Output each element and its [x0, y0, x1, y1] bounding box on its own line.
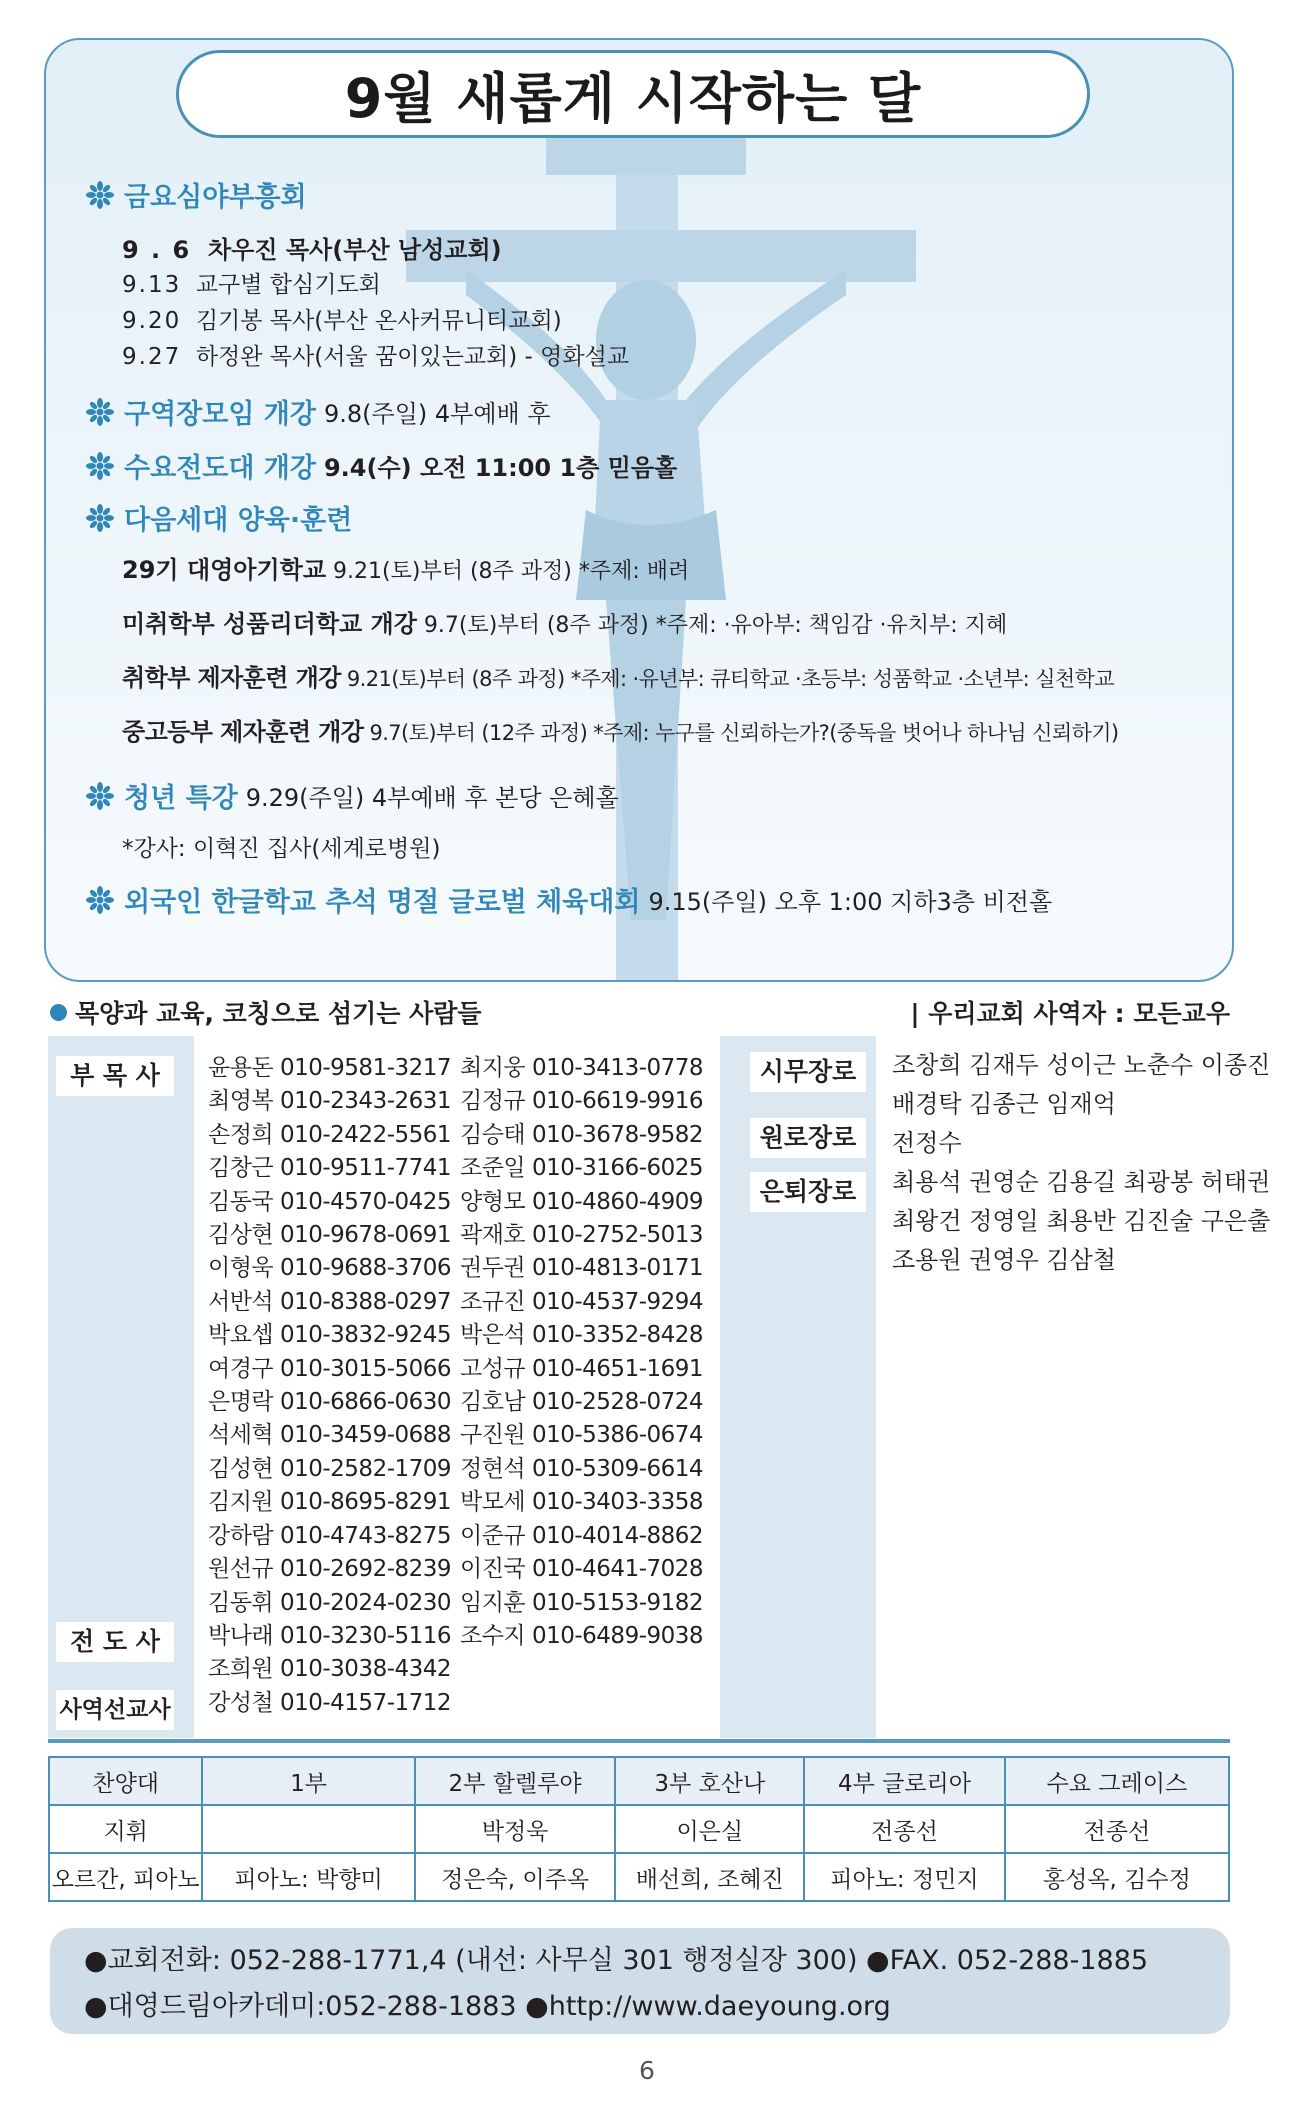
- section-foreigner-sports: [86, 880, 1052, 919]
- section-friday-revival: [86, 175, 307, 214]
- staff-entry: 김동국 010-4570-0425: [208, 1188, 452, 1215]
- table-cell: 배선희, 조혜진: [615, 1853, 804, 1901]
- list-item: 미취학부 성품리더학교 개강 9.7(토)부터 (8주 과정) *주제: ·유아부: 책임감 ·유치부: 지혜: [122, 610, 1008, 638]
- elder-row: 조용원 권영우 김삼철: [892, 1246, 1116, 1274]
- staff-entry: 강성철 010-4157-1712: [208, 1689, 452, 1716]
- role-label: 부 목 사: [56, 1056, 174, 1096]
- table-header-cell: 1부: [202, 1757, 414, 1805]
- elder-row: 조창희 김재두 성이근 노춘수 이종진: [892, 1051, 1271, 1079]
- table-header-cell: 3부 호산나: [615, 1757, 804, 1805]
- section-detail: 9.4(수) 오전 11:00 1층 믿음홀: [323, 454, 678, 482]
- staff-entry: 이진국 010-4641-7028: [460, 1556, 704, 1583]
- staff-entry: 정현석 010-5309-6614: [460, 1455, 704, 1482]
- list-item: 9.13 교구별 합심기도회: [122, 272, 381, 298]
- staff-entry: 김승태 010-3678-9582: [460, 1121, 704, 1148]
- staff-entry: 김정규 010-6619-9916: [460, 1088, 704, 1115]
- elder-row: 전정수: [892, 1129, 962, 1157]
- elder-row: 최용석 권영순 김용길 최광봉 허태권: [892, 1168, 1271, 1196]
- section-wednesday-evangelism: [86, 446, 677, 485]
- staff-entry: 최영복 010-2343-2631: [208, 1088, 452, 1115]
- section-detail: 9.29(주일) 4부예배 후 본당 은혜홀: [245, 784, 619, 812]
- staff-column-2: [460, 1052, 703, 1653]
- flower-bullet-icon: [86, 452, 114, 480]
- section-title: 외국인 한글학교 추석 명절 글로벌 체육대회: [124, 887, 641, 918]
- list-item: 29기 대영아기학교 9.21(토)부터 (8주 과정) *주제: 배려: [122, 556, 690, 584]
- list-item: 9 . 6 차우진 목사(부산 남성교회): [122, 236, 502, 264]
- speaker-note: *강사: 이혁진 집사(세계로병원): [122, 836, 441, 862]
- page-title: 9월 새롭게 시작하는 달: [176, 50, 1090, 138]
- staff-entry: 서반석 010-8388-0297: [208, 1288, 452, 1315]
- flower-bullet-icon: [86, 398, 114, 426]
- section-cell-leaders: [86, 392, 551, 431]
- staff-entry: 이형욱 010-9688-3706: [208, 1255, 452, 1282]
- staff-entry: 윤용돈 010-9581-3217: [208, 1055, 452, 1081]
- staff-entry: 곽재호 010-2752-5013: [460, 1222, 704, 1249]
- staff-entry: 김상현 010-9678-0691: [208, 1222, 452, 1249]
- staff-entry: 조준일 010-3166-6025: [460, 1155, 704, 1182]
- staff-entry: 석세혁 010-3459-0688: [208, 1422, 452, 1449]
- table-header-cell: 4부 글로리아: [804, 1757, 1005, 1805]
- role-label: 은퇴장로: [750, 1172, 866, 1212]
- staff-entry: 최지웅 010-3413-0778: [460, 1055, 704, 1081]
- table-cell: 전종선: [1005, 1805, 1229, 1853]
- staff-entry: 은명락 010-6866-0630: [208, 1389, 452, 1416]
- staff-entry: 구진원 010-5386-0674: [460, 1422, 704, 1449]
- table-cell: 전종선: [804, 1805, 1005, 1853]
- flower-bullet-icon: [86, 886, 114, 914]
- staff-entry: 김성현 010-2582-1709: [208, 1455, 452, 1482]
- section-title: 수요전도대 개강: [124, 453, 316, 484]
- table-row: [49, 1757, 1229, 1805]
- table-header-cell: 찬양대: [49, 1757, 202, 1805]
- staff-entry: 박은석 010-3352-8428: [460, 1322, 704, 1349]
- staff-entry: 김지원 010-8695-8291: [208, 1489, 452, 1516]
- announcement-box: [44, 38, 1234, 982]
- list-item: 9.20 김기봉 목사(부산 온사커뮤니티교회): [122, 308, 562, 334]
- staff-entry: 손정희 010-2422-5561: [208, 1121, 452, 1148]
- flower-bullet-icon: [86, 504, 114, 532]
- table-cell: 이은실: [615, 1805, 804, 1853]
- staff-entry: 조규진 010-4537-9294: [460, 1288, 704, 1315]
- list-item: 9.27 하정완 목사(서울 꿈이있는교회) - 영화설교: [122, 344, 630, 370]
- staff-entry: 권두권 010-4813-0171: [460, 1255, 704, 1282]
- section-detail: 9.15(주일) 오후 1:00 지하3층 비전홀: [648, 888, 1053, 916]
- staff-entry: 양형모 010-4860-4909: [460, 1188, 704, 1215]
- table-row: [49, 1853, 1229, 1901]
- elders-list: [892, 1046, 1270, 1280]
- section-youth-lecture: [86, 776, 619, 815]
- staff-column-1: [208, 1052, 451, 1720]
- section-title: 구역장모임 개강: [124, 399, 316, 430]
- table-cell: 피아노: 박향미: [202, 1853, 414, 1901]
- role-label: 사역선교사: [56, 1690, 174, 1730]
- flower-bullet-icon: [86, 181, 114, 209]
- table-cell: 박정욱: [415, 1805, 616, 1853]
- staff-heading: 목양과 교육, 코칭으로 섬기는 사람들: [50, 994, 482, 1030]
- contact-website-line: ●대영드림아카데미:052-288-1883 ●http://www.daeyoung.org: [84, 1991, 891, 2022]
- choir-table: [48, 1756, 1230, 1902]
- list-item: 중고등부 제자훈련 개강 9.7(토)부터 (12주 과정) *주제: 누구를 신뢰하는가?(중독을 벗어나 하나님 신뢰하기): [122, 718, 1119, 746]
- table-row: [49, 1805, 1229, 1853]
- staff-entry: 여경구 010-3015-5066: [208, 1355, 452, 1382]
- staff-entry: 김창근 010-9511-7741: [208, 1155, 452, 1182]
- staff-entry: 박나래 010-3230-5116: [208, 1622, 452, 1649]
- divider: [48, 1739, 1230, 1743]
- table-cell: 지휘: [49, 1805, 202, 1853]
- section-title: 다음세대 양육·훈련: [124, 505, 353, 536]
- staff-entry: 박요셉 010-3832-9245: [208, 1322, 452, 1349]
- role-label: 시무장로: [750, 1052, 866, 1092]
- staff-entry: 조희원 010-3038-4342: [208, 1656, 452, 1683]
- staff-entry: 원선규 010-2692-8239: [208, 1556, 452, 1583]
- page-number: 6: [639, 2056, 655, 2085]
- table-cell: 정은숙, 이주옥: [415, 1853, 616, 1901]
- table-header-cell: 2부 할렐루야: [415, 1757, 616, 1805]
- staff-entry: 임지훈 010-5153-9182: [460, 1589, 704, 1616]
- all-members-minister: | 우리교회 사역자 : 모든교우: [910, 999, 1230, 1028]
- contact-phone-line: ●교회전화: 052-288-1771,4 (내선: 사무실 301 행정실장 300) ●FAX. 052-288-1885: [84, 1945, 1149, 1976]
- role-label: 전 도 사: [56, 1622, 174, 1662]
- contact-box: [50, 1928, 1230, 2034]
- table-cell: 피아노: 정민지: [804, 1853, 1005, 1901]
- section-title: 금요심야부흥회: [124, 182, 307, 213]
- table-header-cell: 수요 그레이스: [1005, 1757, 1229, 1805]
- staff-entry: 조수지 010-6489-9038: [460, 1622, 704, 1649]
- table-cell: [202, 1805, 414, 1853]
- staff-entry: 고성규 010-4651-1691: [460, 1355, 704, 1382]
- dot-icon: [50, 1004, 67, 1021]
- staff-entry: 박모세 010-3403-3358: [460, 1489, 704, 1516]
- table-cell: 홍성옥, 김수정: [1005, 1853, 1229, 1901]
- flower-bullet-icon: [86, 782, 114, 810]
- section-title: 청년 특강: [124, 783, 238, 814]
- table-cell: 오르간, 피아노: [49, 1853, 202, 1901]
- staff-entry: 강하람 010-4743-8275: [208, 1522, 452, 1549]
- section-detail: 9.8(주일) 4부예배 후: [323, 400, 551, 428]
- staff-entry: 김동휘 010-2024-0230: [208, 1589, 452, 1616]
- section-next-generation: [86, 498, 352, 537]
- staff-entry: 김호남 010-2528-0724: [460, 1389, 704, 1416]
- list-item: 취학부 제자훈련 개강 9.21(토)부터 (8주 과정) *주제: ·유년부: 큐티학교 ·초등부: 성품학교 ·소년부: 실천학교: [122, 664, 1114, 692]
- role-label: 원로장로: [750, 1118, 866, 1158]
- elder-row: 최왕건 정영일 최용반 김진술 구은출: [892, 1207, 1271, 1235]
- elder-row: 배경탁 김종근 임재억: [892, 1090, 1116, 1118]
- staff-entry: 이준규 010-4014-8862: [460, 1522, 704, 1549]
